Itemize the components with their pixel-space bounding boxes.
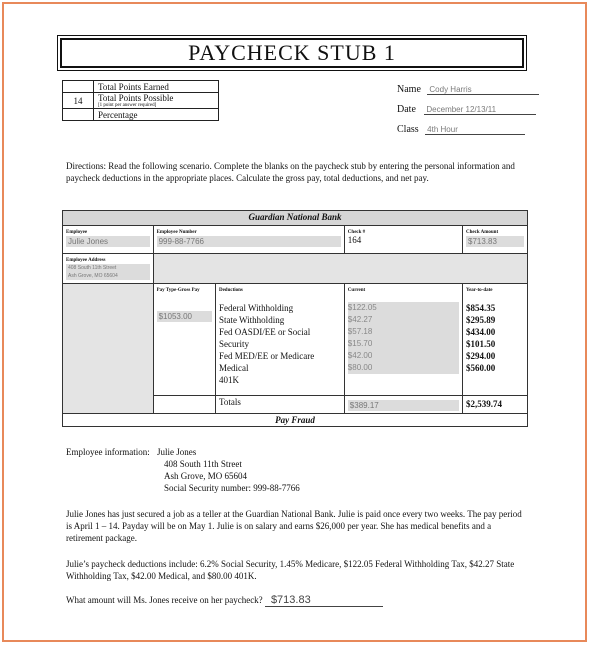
ytd-item: $101.50	[466, 339, 496, 349]
scenario-text: Julie Jones has just secured a job as a teller at the Guardian National Bank. Julie is paid once every two weeks. The pay period is April 1 – 14. Payday will be on May 1. Julie is on salary and earns $26,000 per year. She has medical benefits and a retirement package.	[66, 509, 522, 543]
deduction-item: Medical	[218, 363, 249, 373]
address-line1[interactable]: 408 South 11th Street	[66, 264, 150, 272]
total-current-cell	[344, 396, 462, 414]
class-label: Class	[397, 124, 419, 135]
employee-info-street: 408 South 11th Street	[164, 459, 242, 469]
current-item[interactable]: $122.05	[348, 302, 459, 314]
address-blank	[153, 254, 527, 284]
check-number-cell	[344, 226, 462, 254]
deductions-text: Julie’s paycheck deductions include: 6.2% Social Security, 1.45% Medicare, $122.05 Federal Withholding Tax, $42.27 State Withholding Tax, $42.00 Medical, and $80.00 401K.	[66, 559, 515, 581]
points-possible-label	[94, 93, 219, 109]
date-label: Date	[397, 104, 416, 115]
ytd-item: $295.89	[466, 315, 496, 325]
check-number-label: Check #	[347, 230, 366, 235]
question-row	[66, 594, 526, 607]
employee-field[interactable]: Julie Jones	[66, 236, 150, 247]
employee-label: Employee	[66, 230, 88, 235]
percentage-label: Percentage	[94, 109, 219, 121]
check-amount-cell	[463, 226, 528, 254]
points-possible-value: 14	[63, 93, 94, 109]
bank-name: Guardian National Bank	[63, 211, 528, 226]
class-field[interactable]: 4th Hour	[425, 125, 525, 135]
points-possible-text: Total Points Possible	[98, 93, 174, 103]
employee-number-cell	[153, 226, 344, 254]
current-item[interactable]: $42.00	[348, 350, 459, 362]
employee-info-ssn: Social Security number: 999-88-7766	[164, 483, 300, 493]
total-current-field[interactable]: $389.17	[348, 400, 459, 411]
ytd-label: Year-to-date	[466, 288, 493, 293]
paycheck-stub	[62, 210, 528, 427]
address-cell	[63, 254, 154, 284]
name-field[interactable]: Cody Harris	[427, 85, 539, 95]
employee-info	[66, 446, 300, 494]
directions-text: Directions: Read the following scenario. Complete the blanks on the paycheck stub by entering the personal information and paycheck deductions in the appropriate places. Calculate the gross pay, total deductions, and net pay.	[66, 161, 515, 183]
employee-info-label: Employee information:	[66, 447, 150, 457]
page-title: PAYCHECK STUB 1	[60, 38, 524, 68]
check-amount-field[interactable]: $713.83	[466, 236, 524, 247]
answer-field[interactable]: $713.83	[265, 594, 383, 607]
address-line2[interactable]: Ash Grove, MO 65604	[66, 272, 150, 280]
current-label: Current	[347, 288, 366, 293]
check-amount-label: Check Amount	[466, 230, 499, 235]
employee-info-city: Ash Grove, MO 65604	[164, 471, 247, 481]
deduction-item: Federal Withholding	[218, 303, 294, 313]
deductions-cell	[215, 284, 344, 396]
deduction-item: Fed OASDI/EE or Social Security	[218, 327, 311, 349]
date-field[interactable]: December 12/13/11	[424, 105, 536, 115]
employee-number-field[interactable]: 999-88-7766	[157, 236, 341, 247]
address-label: Employee Address	[66, 258, 106, 263]
class-row	[397, 124, 525, 135]
employee-cell	[63, 226, 154, 254]
employee-info-name: Julie Jones	[156, 447, 197, 457]
pay-type-label: Pay Type-Gross Pay	[156, 288, 200, 293]
points-earned-label: Total Points Earned	[94, 81, 219, 93]
current-cell	[344, 284, 462, 396]
total-ytd: $2,539.74	[463, 396, 528, 414]
points-table	[62, 80, 219, 121]
employee-number-label: Employee Number	[156, 230, 197, 235]
ytd-item: $294.00	[466, 351, 496, 361]
ytd-item: $434.00	[466, 327, 496, 337]
deduction-item: Fed MED/EE or Medicare	[218, 351, 315, 361]
percentage-value[interactable]	[63, 109, 94, 121]
totals-blank	[153, 396, 215, 414]
deductions-label: Deductions	[218, 288, 243, 293]
current-item[interactable]: $57.18	[348, 326, 459, 338]
gross-pay-field[interactable]: $1053.00	[157, 311, 212, 322]
totals-label: Totals	[215, 396, 344, 414]
deduction-item: State Withholding	[218, 315, 285, 325]
ytd-cell	[463, 284, 528, 396]
points-possible-note: [1 point per answer required]	[98, 103, 157, 108]
question-text: What amount will Ms. Jones receive on her paycheck?	[66, 595, 263, 605]
deduction-item: 401K	[218, 375, 239, 385]
name-label: Name	[397, 84, 421, 95]
current-item[interactable]: $80.00	[348, 362, 459, 374]
current-item[interactable]: $15.70	[348, 338, 459, 350]
pay-fraud-label: Pay Fraud	[63, 414, 528, 427]
gross-cell	[153, 284, 215, 396]
ytd-item: $560.00	[466, 363, 496, 373]
ytd-item: $854.35	[466, 303, 496, 313]
date-row	[397, 104, 536, 115]
check-number-value[interactable]: 164	[347, 235, 362, 245]
points-earned-value[interactable]	[63, 81, 94, 93]
current-item[interactable]: $42.27	[348, 314, 459, 326]
left-blank	[63, 284, 154, 414]
name-row	[397, 84, 539, 95]
